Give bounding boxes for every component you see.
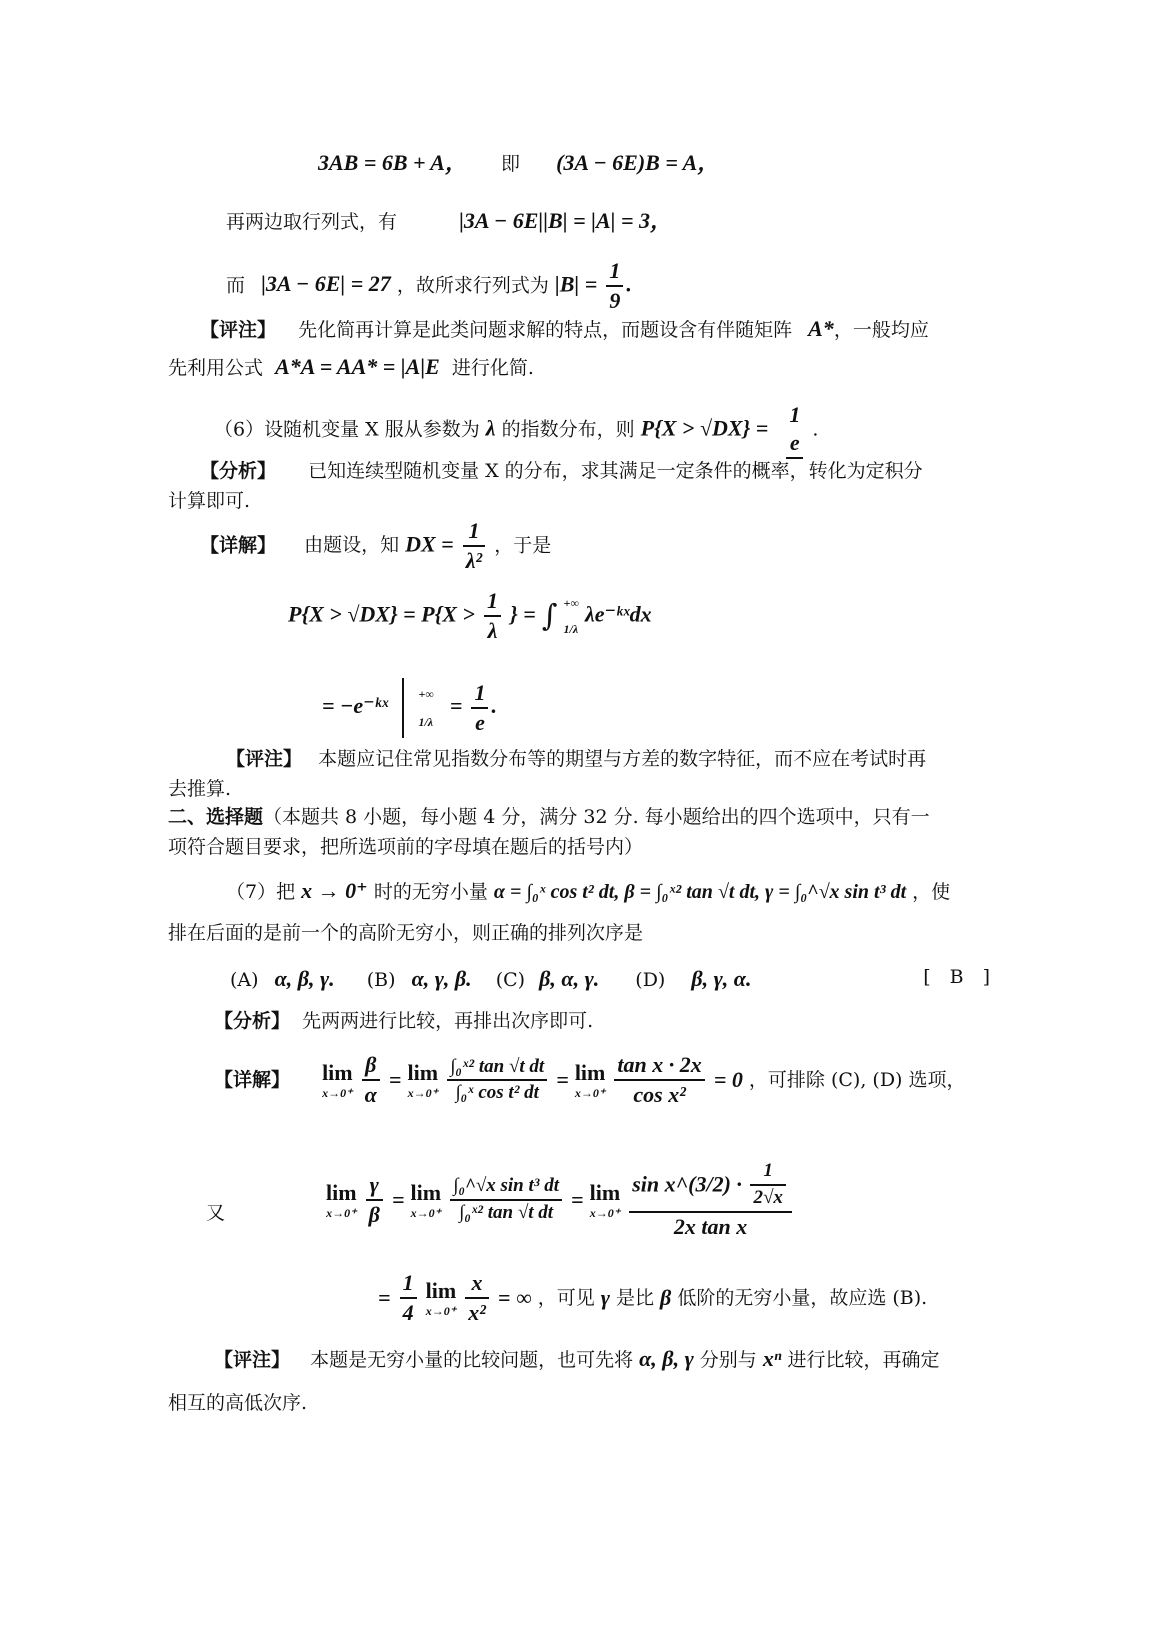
q7-stem3: ，使 [912,881,951,903]
detail-7-line1 [214,1052,966,1109]
analysis-7 [214,1010,593,1033]
eval-eq: = [449,693,463,718]
section2-text2: 项符合题目要求，把所选项前的字母填在题后的括号内） [168,836,644,858]
q6-tail: . [812,418,819,441]
result-zero: = 0 [713,1067,743,1093]
h-gamma: γ [600,1285,610,1311]
analysis-6-line2 [168,490,250,513]
lower-limit: 1/λ [563,622,579,637]
variance-fraction [463,518,485,575]
detail-7-line2 [326,1160,795,1240]
note7-line2 [168,1392,307,1415]
beta-over-alpha [362,1052,380,1109]
again-label [206,1202,225,1225]
equation-3ab [318,150,719,176]
analysis6-text1: 已知连续型随机变量 X 的分布，求其满足一定条件的概率，转化为定积分 [308,460,923,482]
again-text: 又 [206,1202,226,1224]
q7-stem1: （7）把 [226,881,296,903]
tan-ratio [614,1052,704,1109]
detail-tag: 【详解】 [200,534,277,557]
eq-a: = [388,1067,402,1093]
oe-den: e [475,710,485,735]
variance-expr: DX = [405,531,454,557]
option-d-label: (D) [635,969,666,991]
lim-sub: x→0⁺ [425,1304,457,1319]
analysis7-text: 先两两进行比较，再排出次序即可. [302,1010,594,1032]
lim-sub: x→0⁺ [410,1206,441,1220]
note1-line2 [168,354,534,380]
f2-den: ∫₀ˣ cos t² dt [455,1082,539,1104]
evaluation-line [322,678,497,738]
lambda-symbol: λ [485,415,496,441]
g1-num: γ [366,1172,383,1201]
q6-expr: P{X > √DX} = [640,415,769,441]
detail6-text1: 由题设，知 [304,534,400,557]
f2-num: ∫₀ˣ² tan √t dt [447,1056,547,1082]
option-c-label: (C) [495,969,526,991]
frac-num: 1 [606,258,623,287]
eq1-connector: 即 [501,153,521,175]
note1-text2: ，一般均应 [833,319,929,341]
option-b[interactable] [366,966,478,991]
lim-sub: x→0⁺ [407,1086,438,1101]
question-6 [214,402,818,459]
eval-lower: 1/λ [418,715,434,729]
lim-word: lim [574,1060,606,1085]
option-a-label: (A) [230,969,259,991]
x-over-x2 [465,1270,489,1327]
f1-num: β [362,1052,380,1081]
q7-stem4: 排在后面的是前一个的高阶无穷小，则正确的排列次序是 [168,922,644,944]
eq-c: = [391,1186,405,1212]
note6-text2: 去推算. [168,778,232,800]
prob-expr: P{X > √DX} = P{X > [288,601,475,627]
lim-word: lim [425,1278,457,1303]
note7-xn: xⁿ [762,1346,782,1371]
section2-text1: （本题共 8 小题，每小题 4 分，满分 32 分. 每小题给出的四个选项中，只有一 [263,806,930,828]
note7-tag: 【评注】 [214,1349,291,1371]
limit-5 [411,1180,442,1221]
g2-den: ∫₀ˣ² tan √t dt [459,1202,554,1223]
f3-den: cos x² [633,1082,686,1108]
limit-3 [575,1060,606,1101]
answer-num: 1 [789,402,801,427]
h-beta: β [660,1285,672,1311]
option-c[interactable] [495,966,606,991]
eq3-middle: ，故所求行列式为 [396,274,549,297]
f3-num: tan x · 2x [614,1052,704,1081]
limit-6 [590,1180,621,1221]
infinity: = ∞ [497,1285,532,1311]
sin-integral-ratio [450,1175,562,1225]
prob-close: } = [510,601,536,627]
eval-limits [418,688,433,728]
eval-tail: . [491,693,497,718]
limit-2 [407,1060,438,1101]
eq3-expr: |3A − 6E| = 27 [261,271,391,297]
note1-text3: 先利用公式 [168,357,264,379]
inner-num: 1 [750,1160,785,1186]
eq3-tail: . [626,271,632,297]
eval-bar [402,678,404,738]
analysis-tag: 【分析】 [200,460,277,482]
note7-line1 [214,1346,940,1372]
ol-num: 1 [484,588,501,617]
option-a-value: α, β, γ. [274,966,335,991]
note7-text3: 进行比较，再确定 [787,1349,940,1371]
note6-line1 [226,748,926,771]
gamma-over-beta [366,1172,383,1229]
g1-den: β [368,1202,380,1227]
section-title: 二、选择题 [168,806,264,828]
lim-sub: x→0⁺ [589,1206,621,1220]
option-a[interactable] [230,966,341,991]
eval-upper: +∞ [418,687,434,701]
answer-fraction [786,402,803,459]
note7-text2: 分别与 [699,1349,757,1371]
inner-fraction [750,1160,785,1210]
option-d-value: β, γ, α. [691,966,752,991]
variance-den: λ² [465,548,483,574]
eq3-lead: 而 [226,274,246,297]
upper-limit: +∞ [563,596,579,611]
analysis-6-line1 [200,460,923,483]
eq2-lead: 再两边取行列式，有 [226,211,398,233]
note1-text1: 先化简再计算是此类问题求解的特点，而题设含有伴随矩阵 [298,319,793,341]
integral-sign: ∫ [541,598,558,634]
eq-e: = [378,1285,391,1311]
section-2-line2 [168,836,643,859]
h-text3: 低阶的无穷小量，故应选 (B). [677,1286,928,1309]
question-7-line1 [226,878,950,904]
detail-7-line3 [378,1270,927,1327]
g2-num: ∫₀^√x sin t³ dt [450,1175,562,1201]
ol-den: λ [487,618,498,644]
eq-b: = [556,1067,569,1093]
limit-1 [322,1060,353,1101]
determinant-line [226,208,672,234]
note1-line1 [200,316,929,342]
one-over-lambda [484,588,501,645]
g3-den: 2x tan x [673,1213,748,1239]
section-2-header [168,806,930,829]
lim-word: lim [589,1179,621,1205]
q7-integrals: α = ∫₀ˣ cos t² dt, β = ∫₀ˣ² tan √t dt, γ = ∫₀^√x sin t³ dt [493,881,907,903]
answer-bracket: [ B ] [923,966,990,988]
derivative-ratio [629,1160,792,1240]
h-text1: ，可见 [537,1286,595,1309]
note1-formula: A*A = AA* = |A|E [275,354,440,379]
q7-stem2: 时的无穷小量 [373,881,488,903]
integral-limits [563,597,578,635]
detail7-tag: 【详解】 [214,1068,291,1091]
lim-sub: x→0⁺ [574,1086,606,1101]
integrand: λe⁻ᵏˣdx [584,601,652,627]
lim-word: lim [407,1060,439,1085]
eq1-rhs: (3A − 6E)B = A， [556,150,720,175]
note1-text4: 进行化简. [451,357,534,379]
lim-sub: x→0⁺ [322,1086,353,1101]
determinant-result [226,258,632,315]
eq-d: = [571,1186,584,1212]
question-7-line2 [168,922,643,945]
g3-num [629,1160,792,1213]
inner-den: 2√x [753,1186,783,1208]
lim-word: lim [410,1179,442,1205]
h-coef-den: 4 [402,1300,414,1326]
detail-6-line1 [200,518,551,575]
eq2-expr: |3A − 6E||B| = |A| = 3， [459,208,673,233]
g3-num-a: sin x^(3/2) · [632,1171,742,1197]
limit-4 [326,1180,357,1221]
one-quarter [400,1270,417,1327]
note6-tag: 【评注】 [226,748,303,770]
analysis6-text2: 计算即可. [168,490,251,512]
variance-num: 1 [463,518,485,547]
oe-num: 1 [471,680,488,709]
eq3-expr2: |B| = [554,271,598,297]
one-over-e [471,680,488,737]
lim-sub: x→0⁺ [326,1206,357,1220]
note7-text1: 本题是无穷小量的比较问题，也可先将 [310,1349,634,1371]
note6-line2 [168,778,231,801]
eval-expr: = −e⁻ᵏˣ [322,693,389,718]
h-text2: 是比 [615,1286,654,1309]
option-b-value: α, γ, β. [411,966,472,991]
answer-den: e [786,429,803,458]
lim-word: lim [326,1179,357,1205]
adjugate-symbol: A* [808,316,834,341]
fraction-one-ninth [606,258,623,315]
note6-text1: 本题应记住常见指数分布等的期望与方差的数字特征，而不应在考试时再 [318,748,927,770]
option-c-value: β, α, γ. [539,966,600,991]
f1-den: α [364,1082,377,1108]
detail7-text: ，可排除 (C), (D) 选项， [748,1068,966,1091]
h-coef-num: 1 [400,1270,417,1299]
frac-den: 9 [609,288,621,314]
integral-ratio [447,1056,547,1106]
h-num: x [465,1270,489,1299]
note7-greek: α, β, γ [639,1346,694,1371]
detail6-text2: ，于是 [494,534,552,557]
q6-stem: （6）设随机变量 X 服从参数为 [214,418,480,441]
q6-stem2: 的指数分布，则 [501,418,635,441]
analysis7-tag: 【分析】 [214,1010,291,1032]
limit-7 [426,1278,457,1319]
q7-options [230,966,990,992]
lim-word: lim [322,1060,353,1085]
q7-limit: x → 0⁺ [301,878,368,903]
eq1-lhs: 3AB = 6B + A， [318,150,467,175]
option-d[interactable] [635,966,752,991]
note7-text4: 相互的高低次序. [168,1392,308,1414]
h-den: x² [468,1300,486,1326]
option-b-label: (B) [366,969,396,991]
note-tag: 【评注】 [200,319,277,341]
probability-integral [288,588,652,645]
